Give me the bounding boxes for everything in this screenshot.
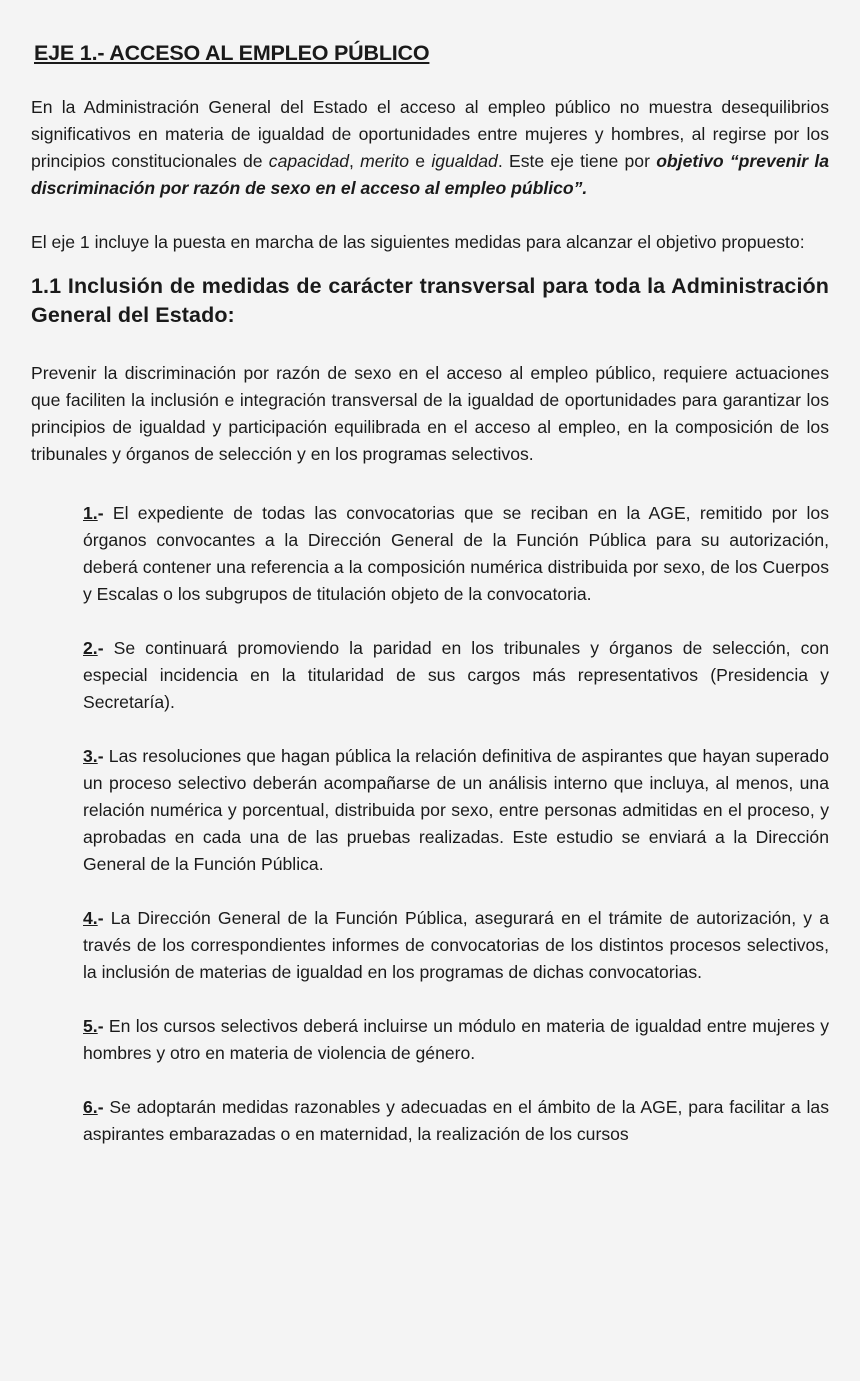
- measure-item: [83, 635, 829, 716]
- measure-dash: -: [97, 908, 104, 928]
- intro-sep1: ,: [349, 151, 361, 171]
- measure-item: [83, 500, 829, 608]
- measures-list: [83, 500, 829, 1148]
- measure-number: 3.: [83, 746, 98, 766]
- intro-objetivo: objetivo “prevenir la discriminación por razón de sexo en el acceso al empleo público”.: [31, 151, 830, 198]
- measure-dash: -: [97, 503, 104, 523]
- intro-igualdad: igualdad: [431, 151, 498, 171]
- measure-number: 1.: [83, 503, 98, 523]
- measure-text: El expediente de todas las convocatorias que se reciban en la AGE, remitido por los órganos convocantes a la Dirección General de la Función Pública para su autorización, deberá contener una referencia a la composición numérica distribuida por sexo, de los Cuerpos y Escalas o los subgrupos de titulación objeto de la convocatoria.: [83, 503, 829, 604]
- measure-dash: -: [97, 1016, 104, 1036]
- document-body: [31, 38, 829, 1175]
- prevenir-paragraph: Prevenir la discriminación por razón de sexo en el acceso al empleo público, requiere actuaciones que faciliten la inclusión e integración transversal de la igualdad de oportunidades para garantizar los principios de igualdad y participación equilibrada en el acceso al empleo, en la composición de los tribunales y órganos de selección y en los programas selectivos.: [31, 363, 829, 464]
- intro-text-part2: . Este eje tiene por: [497, 151, 657, 171]
- subsection-heading: 1.1 Inclusión de medidas de carácter transversal para toda la Administración General del Estado:: [31, 274, 829, 327]
- measure-item: [83, 1013, 829, 1067]
- intro-sep2: e: [409, 151, 432, 171]
- measure-item: [83, 743, 829, 878]
- intro-paragraph: [31, 94, 829, 202]
- measure-text: Se adoptarán medidas razonables y adecuadas en el ámbito de la AGE, para facilitar a las aspirantes embarazadas o en maternidad, la realización de los cursos: [83, 1097, 829, 1144]
- measure-item: [83, 1094, 829, 1148]
- intro-capacidad: capacidad: [268, 151, 350, 171]
- measure-dash: -: [97, 1097, 104, 1117]
- measure-dash: -: [97, 638, 104, 658]
- measure-text: Se continuará promoviendo la paridad en los tribunales y órganos de selección, con especial incidencia en la titularidad de sus cargos más representativos (Presidencia y Secretaría).: [83, 638, 829, 712]
- measure-text: La Dirección General de la Función Pública, asegurará en el trámite de autorización, y a través de los correspondientes informes de convocatorias de los distintos procesos selectivos, la inclusión de materias de igualdad en los programas de dichas convocatorias.: [83, 908, 829, 982]
- measure-number: 4.: [83, 908, 98, 928]
- intro-merito: merito: [360, 151, 410, 171]
- measure-text: En los cursos selectivos deberá incluirse un módulo en materia de igualdad entre mujeres y hombres y otro en materia de violencia de género.: [83, 1016, 829, 1063]
- section-title: EJE 1.- ACCESO AL EMPLEO PÚBLICO: [34, 41, 430, 65]
- eje1-paragraph: El eje 1 incluye la puesta en marcha de las siguientes medidas para alcanzar el objetivo propuesto:: [31, 232, 805, 252]
- measure-number: 6.: [83, 1097, 98, 1117]
- measure-text: Las resoluciones que hagan pública la relación definitiva de aspirantes que hayan superado un proceso selectivo deberán acompañarse de un análisis interno que incluya, al menos, una relación numérica y porcentual, distribuida por sexo, entre personas admitidas en el proceso, y aprobadas en cada una de las pruebas realizadas. Este estudio se enviará a la Dirección General de la Función Pública.: [83, 746, 829, 874]
- measure-number: 5.: [83, 1016, 98, 1036]
- intro-text-part1: En la Administración General del Estado el acceso al empleo público no muestra desequilibrios significativos en materia de igualdad de oportunidades entre mujeres y hombres, al regirse por los principios constitucionales de: [31, 97, 829, 171]
- measure-item: [83, 905, 829, 986]
- measure-dash: -: [97, 746, 104, 766]
- measure-number: 2.: [83, 638, 98, 658]
